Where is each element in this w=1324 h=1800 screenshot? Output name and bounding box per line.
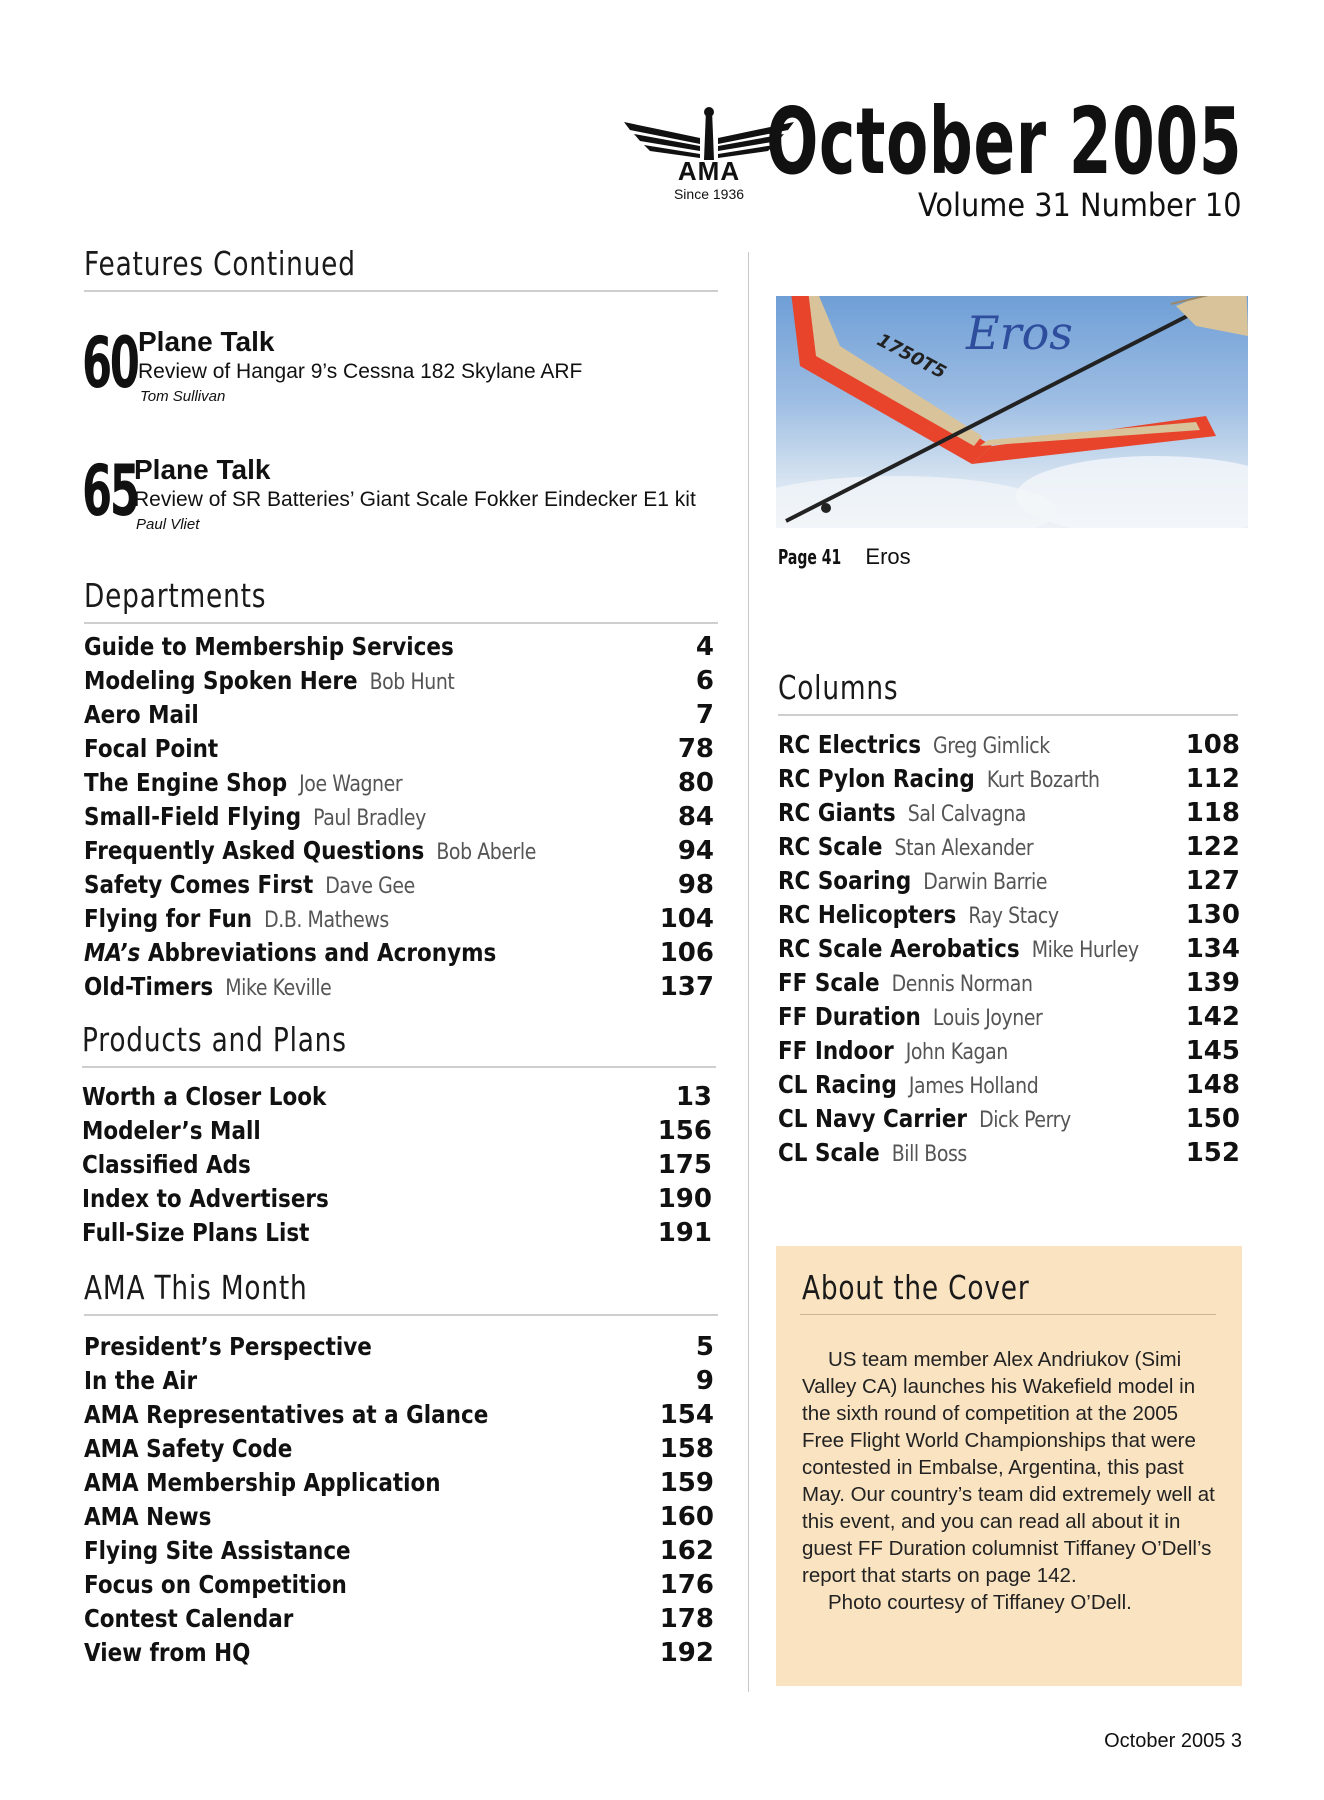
toc-page: 150 bbox=[1185, 1104, 1240, 1134]
toc-page: 176 bbox=[659, 1570, 714, 1600]
toc-title: FF Scale bbox=[778, 968, 880, 997]
products-heading: Products and Plans bbox=[82, 1020, 347, 1059]
toc-author: Greg Gimlick bbox=[933, 734, 1050, 759]
column-divider bbox=[748, 252, 749, 1692]
cover-caption-name: Eros bbox=[865, 544, 911, 569]
toc-row[interactable] bbox=[84, 972, 714, 1006]
toc-row[interactable] bbox=[84, 1366, 714, 1400]
toc-title: RC Pylon Racing bbox=[778, 764, 975, 793]
toc-page: 145 bbox=[1185, 1036, 1240, 1066]
ama-month-rule bbox=[84, 1314, 718, 1316]
toc-page: 104 bbox=[659, 904, 714, 934]
toc-page: 160 bbox=[659, 1502, 714, 1532]
toc-page: 9 bbox=[695, 1366, 714, 1396]
toc-row[interactable] bbox=[84, 768, 714, 802]
toc-row[interactable] bbox=[84, 700, 714, 734]
toc-row[interactable] bbox=[84, 1638, 714, 1672]
eros-script-title: Eros bbox=[966, 306, 1073, 360]
toc-row[interactable] bbox=[82, 1082, 712, 1116]
toc-title: Focal Point bbox=[84, 734, 219, 763]
toc-title: CL Navy Carrier bbox=[778, 1104, 968, 1133]
feature-description: Review of SR Batteries’ Giant Scale Fokker Eindecker E1 kit bbox=[134, 488, 696, 511]
toc-title: RC Scale Aerobatics bbox=[778, 934, 1020, 963]
toc-page: 192 bbox=[659, 1638, 714, 1668]
about-cover-text bbox=[802, 1346, 1216, 1616]
toc-row[interactable] bbox=[84, 1502, 714, 1536]
toc-page: 159 bbox=[659, 1468, 714, 1498]
toc-page: 84 bbox=[677, 802, 714, 832]
toc-row[interactable] bbox=[84, 836, 714, 870]
cover-photo[interactable] bbox=[776, 296, 1248, 528]
toc-title: Contest Calendar bbox=[84, 1604, 294, 1633]
toc-title: RC Giants bbox=[778, 798, 896, 827]
toc-title: CL Scale bbox=[778, 1138, 880, 1167]
toc-title: RC Scale bbox=[778, 832, 883, 861]
toc-page: 98 bbox=[677, 870, 714, 900]
toc-row[interactable] bbox=[778, 730, 1240, 764]
toc-row[interactable] bbox=[84, 1570, 714, 1604]
toc-author: Bob Aberle bbox=[436, 840, 536, 865]
toc-page: 148 bbox=[1185, 1070, 1240, 1100]
toc-page: 152 bbox=[1185, 1138, 1240, 1168]
toc-page: 156 bbox=[657, 1116, 712, 1146]
toc-title: AMA Representatives at a Glance bbox=[84, 1400, 489, 1429]
toc-row[interactable] bbox=[82, 1218, 712, 1252]
departments-rule bbox=[84, 622, 718, 624]
toc-title: Modeler’s Mall bbox=[82, 1116, 261, 1145]
cover-caption bbox=[778, 544, 911, 570]
toc-row[interactable] bbox=[84, 632, 714, 666]
toc-page: 154 bbox=[659, 1400, 714, 1430]
toc-title: AMA Membership Application bbox=[84, 1468, 441, 1497]
toc-title: Small-Field Flying bbox=[84, 802, 302, 831]
toc-page: 139 bbox=[1185, 968, 1240, 998]
toc-title: View from HQ bbox=[84, 1638, 251, 1667]
toc-title-italic: MA’s bbox=[84, 938, 141, 967]
toc-page: 13 bbox=[675, 1082, 712, 1112]
toc-author: Kurt Bozarth bbox=[986, 768, 1100, 793]
toc-page: 80 bbox=[677, 768, 714, 798]
toc-row[interactable] bbox=[82, 1150, 712, 1184]
toc-row[interactable] bbox=[778, 968, 1240, 1002]
toc-page: 4 bbox=[695, 632, 714, 662]
toc-title: Focus on Competition bbox=[84, 1570, 347, 1599]
departments-heading: Departments bbox=[84, 576, 267, 615]
toc-row[interactable] bbox=[82, 1116, 712, 1150]
toc-title: Flying Site Assistance bbox=[84, 1536, 351, 1565]
toc-title: Classified Ads bbox=[82, 1150, 251, 1179]
toc-title: CL Racing bbox=[778, 1070, 897, 1099]
toc-author: Dennis Norman bbox=[891, 972, 1033, 997]
toc-row[interactable] bbox=[84, 1604, 714, 1638]
toc-title: RC Electrics bbox=[778, 730, 922, 759]
ama-month-heading: AMA This Month bbox=[84, 1268, 308, 1307]
page-footer: October 2005 3 bbox=[1104, 1730, 1242, 1752]
toc-author: James Holland bbox=[908, 1074, 1039, 1099]
toc-page: 118 bbox=[1185, 798, 1240, 828]
feature-title: Plane Talk bbox=[134, 454, 271, 485]
issue-volume: Volume 31 Number 10 bbox=[918, 186, 1242, 224]
toc-row[interactable] bbox=[778, 1104, 1240, 1138]
toc-page: 5 bbox=[695, 1332, 714, 1362]
toc-title: Full-Size Plans List bbox=[82, 1218, 310, 1247]
toc-title: President’s Perspective bbox=[84, 1332, 372, 1361]
about-cover-box bbox=[776, 1246, 1242, 1686]
toc-page: 178 bbox=[659, 1604, 714, 1634]
toc-row[interactable] bbox=[84, 1468, 714, 1502]
toc-row[interactable] bbox=[778, 866, 1240, 900]
toc-author: John Kagan bbox=[905, 1040, 1008, 1065]
toc-row[interactable] bbox=[84, 938, 714, 972]
toc-row[interactable] bbox=[84, 904, 714, 938]
columns-heading: Columns bbox=[778, 668, 899, 707]
features-rule bbox=[84, 290, 718, 292]
toc-author: Mike Hurley bbox=[1031, 938, 1139, 963]
feature-page-number: 65 bbox=[82, 450, 138, 532]
toc-row[interactable] bbox=[778, 798, 1240, 832]
toc-row[interactable] bbox=[84, 1400, 714, 1434]
toc-page: 175 bbox=[657, 1150, 712, 1180]
toc-author: Sal Calvagna bbox=[907, 802, 1026, 827]
cover-caption-page: Page 41 bbox=[778, 545, 842, 569]
toc-title: FF Indoor bbox=[778, 1036, 894, 1065]
toc-title: Frequently Asked Questions bbox=[84, 836, 425, 865]
toc-page: 78 bbox=[677, 734, 714, 764]
toc-title: RC Soaring bbox=[778, 866, 912, 895]
about-cover-rule bbox=[800, 1314, 1216, 1315]
toc-page: 130 bbox=[1185, 900, 1240, 930]
toc-page: 94 bbox=[677, 836, 714, 866]
toc-row[interactable] bbox=[84, 1536, 714, 1570]
products-rule bbox=[82, 1066, 716, 1068]
toc-page: 158 bbox=[659, 1434, 714, 1464]
toc-page: 7 bbox=[695, 700, 714, 730]
toc-author: Bill Boss bbox=[891, 1142, 967, 1167]
toc-title: FF Duration bbox=[778, 1002, 921, 1031]
toc-title: AMA Safety Code bbox=[84, 1434, 293, 1463]
toc-author: Paul Bradley bbox=[313, 806, 426, 831]
toc-author: Louis Joyner bbox=[932, 1006, 1043, 1031]
toc-row[interactable] bbox=[84, 666, 714, 700]
wing-marking: 1750T5 bbox=[873, 329, 950, 384]
toc-row[interactable] bbox=[778, 1138, 1240, 1172]
feature-description: Review of Hangar 9’s Cessna 182 Skylane ARF bbox=[138, 360, 583, 383]
toc-title: Aero Mail bbox=[84, 700, 199, 729]
toc-title: In the Air bbox=[84, 1366, 198, 1395]
toc-row[interactable] bbox=[84, 802, 714, 836]
toc-title: Old-Timers bbox=[84, 972, 214, 1001]
toc-title: Modeling Spoken Here bbox=[84, 666, 358, 695]
toc-page: 162 bbox=[659, 1536, 714, 1566]
features-heading: Features Continued bbox=[84, 244, 356, 283]
toc-author: Dick Perry bbox=[979, 1108, 1071, 1133]
toc-row[interactable] bbox=[84, 734, 714, 768]
toc-title: Index to Advertisers bbox=[82, 1184, 329, 1213]
toc-page: 112 bbox=[1185, 764, 1240, 794]
toc-page: 127 bbox=[1185, 866, 1240, 896]
toc-row[interactable] bbox=[778, 832, 1240, 866]
toc-author: Ray Stacy bbox=[968, 904, 1059, 929]
toc-row[interactable] bbox=[84, 1434, 714, 1468]
toc-author: Bob Hunt bbox=[369, 670, 455, 695]
toc-row[interactable] bbox=[82, 1184, 712, 1218]
feature-author: Paul Vliet bbox=[136, 516, 200, 533]
feature-page-number: 60 bbox=[82, 322, 138, 404]
toc-title: Guide to Membership Services bbox=[84, 632, 454, 661]
toc-author: Stan Alexander bbox=[894, 836, 1034, 861]
toc-row[interactable] bbox=[778, 900, 1240, 934]
feature-title: Plane Talk bbox=[138, 326, 275, 357]
toc-row[interactable] bbox=[778, 934, 1240, 968]
about-cover-heading: About the Cover bbox=[802, 1268, 1030, 1307]
about-cover-credit: Photo courtesy of Tiffaney O’Dell. bbox=[828, 1591, 1132, 1614]
toc-row[interactable] bbox=[84, 1332, 714, 1366]
toc-row[interactable] bbox=[778, 764, 1240, 798]
toc-page: 6 bbox=[695, 666, 714, 696]
toc-title: Safety Comes First bbox=[84, 870, 314, 899]
toc-row[interactable] bbox=[84, 870, 714, 904]
feature-author: Tom Sullivan bbox=[140, 388, 226, 405]
logo-since: Since 1936 bbox=[673, 186, 745, 202]
toc-page: 142 bbox=[1185, 1002, 1240, 1032]
toc-title: Flying for Fun bbox=[84, 904, 253, 933]
toc-row[interactable] bbox=[778, 1036, 1240, 1070]
toc-title: AMA News bbox=[84, 1502, 212, 1531]
issue-date: October 2005 bbox=[765, 88, 1242, 195]
toc-page: 108 bbox=[1185, 730, 1240, 760]
toc-title: RC Helicopters bbox=[778, 900, 957, 929]
toc-page: 134 bbox=[1185, 934, 1240, 964]
toc-page: 137 bbox=[659, 972, 714, 1002]
toc-author: Dave Gee bbox=[325, 874, 415, 899]
toc-page: 106 bbox=[659, 938, 714, 968]
toc-page: 122 bbox=[1185, 832, 1240, 862]
toc-author: Mike Keville bbox=[225, 976, 332, 1001]
toc-title: Abbreviations and Acronyms bbox=[140, 938, 497, 967]
toc-page: 191 bbox=[657, 1218, 712, 1248]
toc-author: Darwin Barrie bbox=[923, 870, 1048, 895]
toc-title: The Engine Shop bbox=[84, 768, 288, 797]
toc-author: D.B. Mathews bbox=[264, 908, 389, 933]
toc-title: Worth a Closer Look bbox=[82, 1082, 327, 1111]
toc-row[interactable] bbox=[778, 1070, 1240, 1104]
logo-text: AMA bbox=[677, 156, 741, 186]
about-cover-paragraph: US team member Alex Andriukov (Simi Valley CA) launches his Wakefield model in the sixth round of competition at the 2005 Free Flight World Championships that were contested in Embalse, Argentina, this past May. Our country’s team did extremely well at this event, and you can read all about it in guest FF Duration columnist Tiffaney O’Dell’s report that starts on page 142. bbox=[802, 1348, 1215, 1587]
toc-author: Joe Wagner bbox=[299, 772, 403, 797]
toc-page: 190 bbox=[657, 1184, 712, 1214]
columns-rule bbox=[778, 714, 1238, 716]
toc-row[interactable] bbox=[778, 1002, 1240, 1036]
